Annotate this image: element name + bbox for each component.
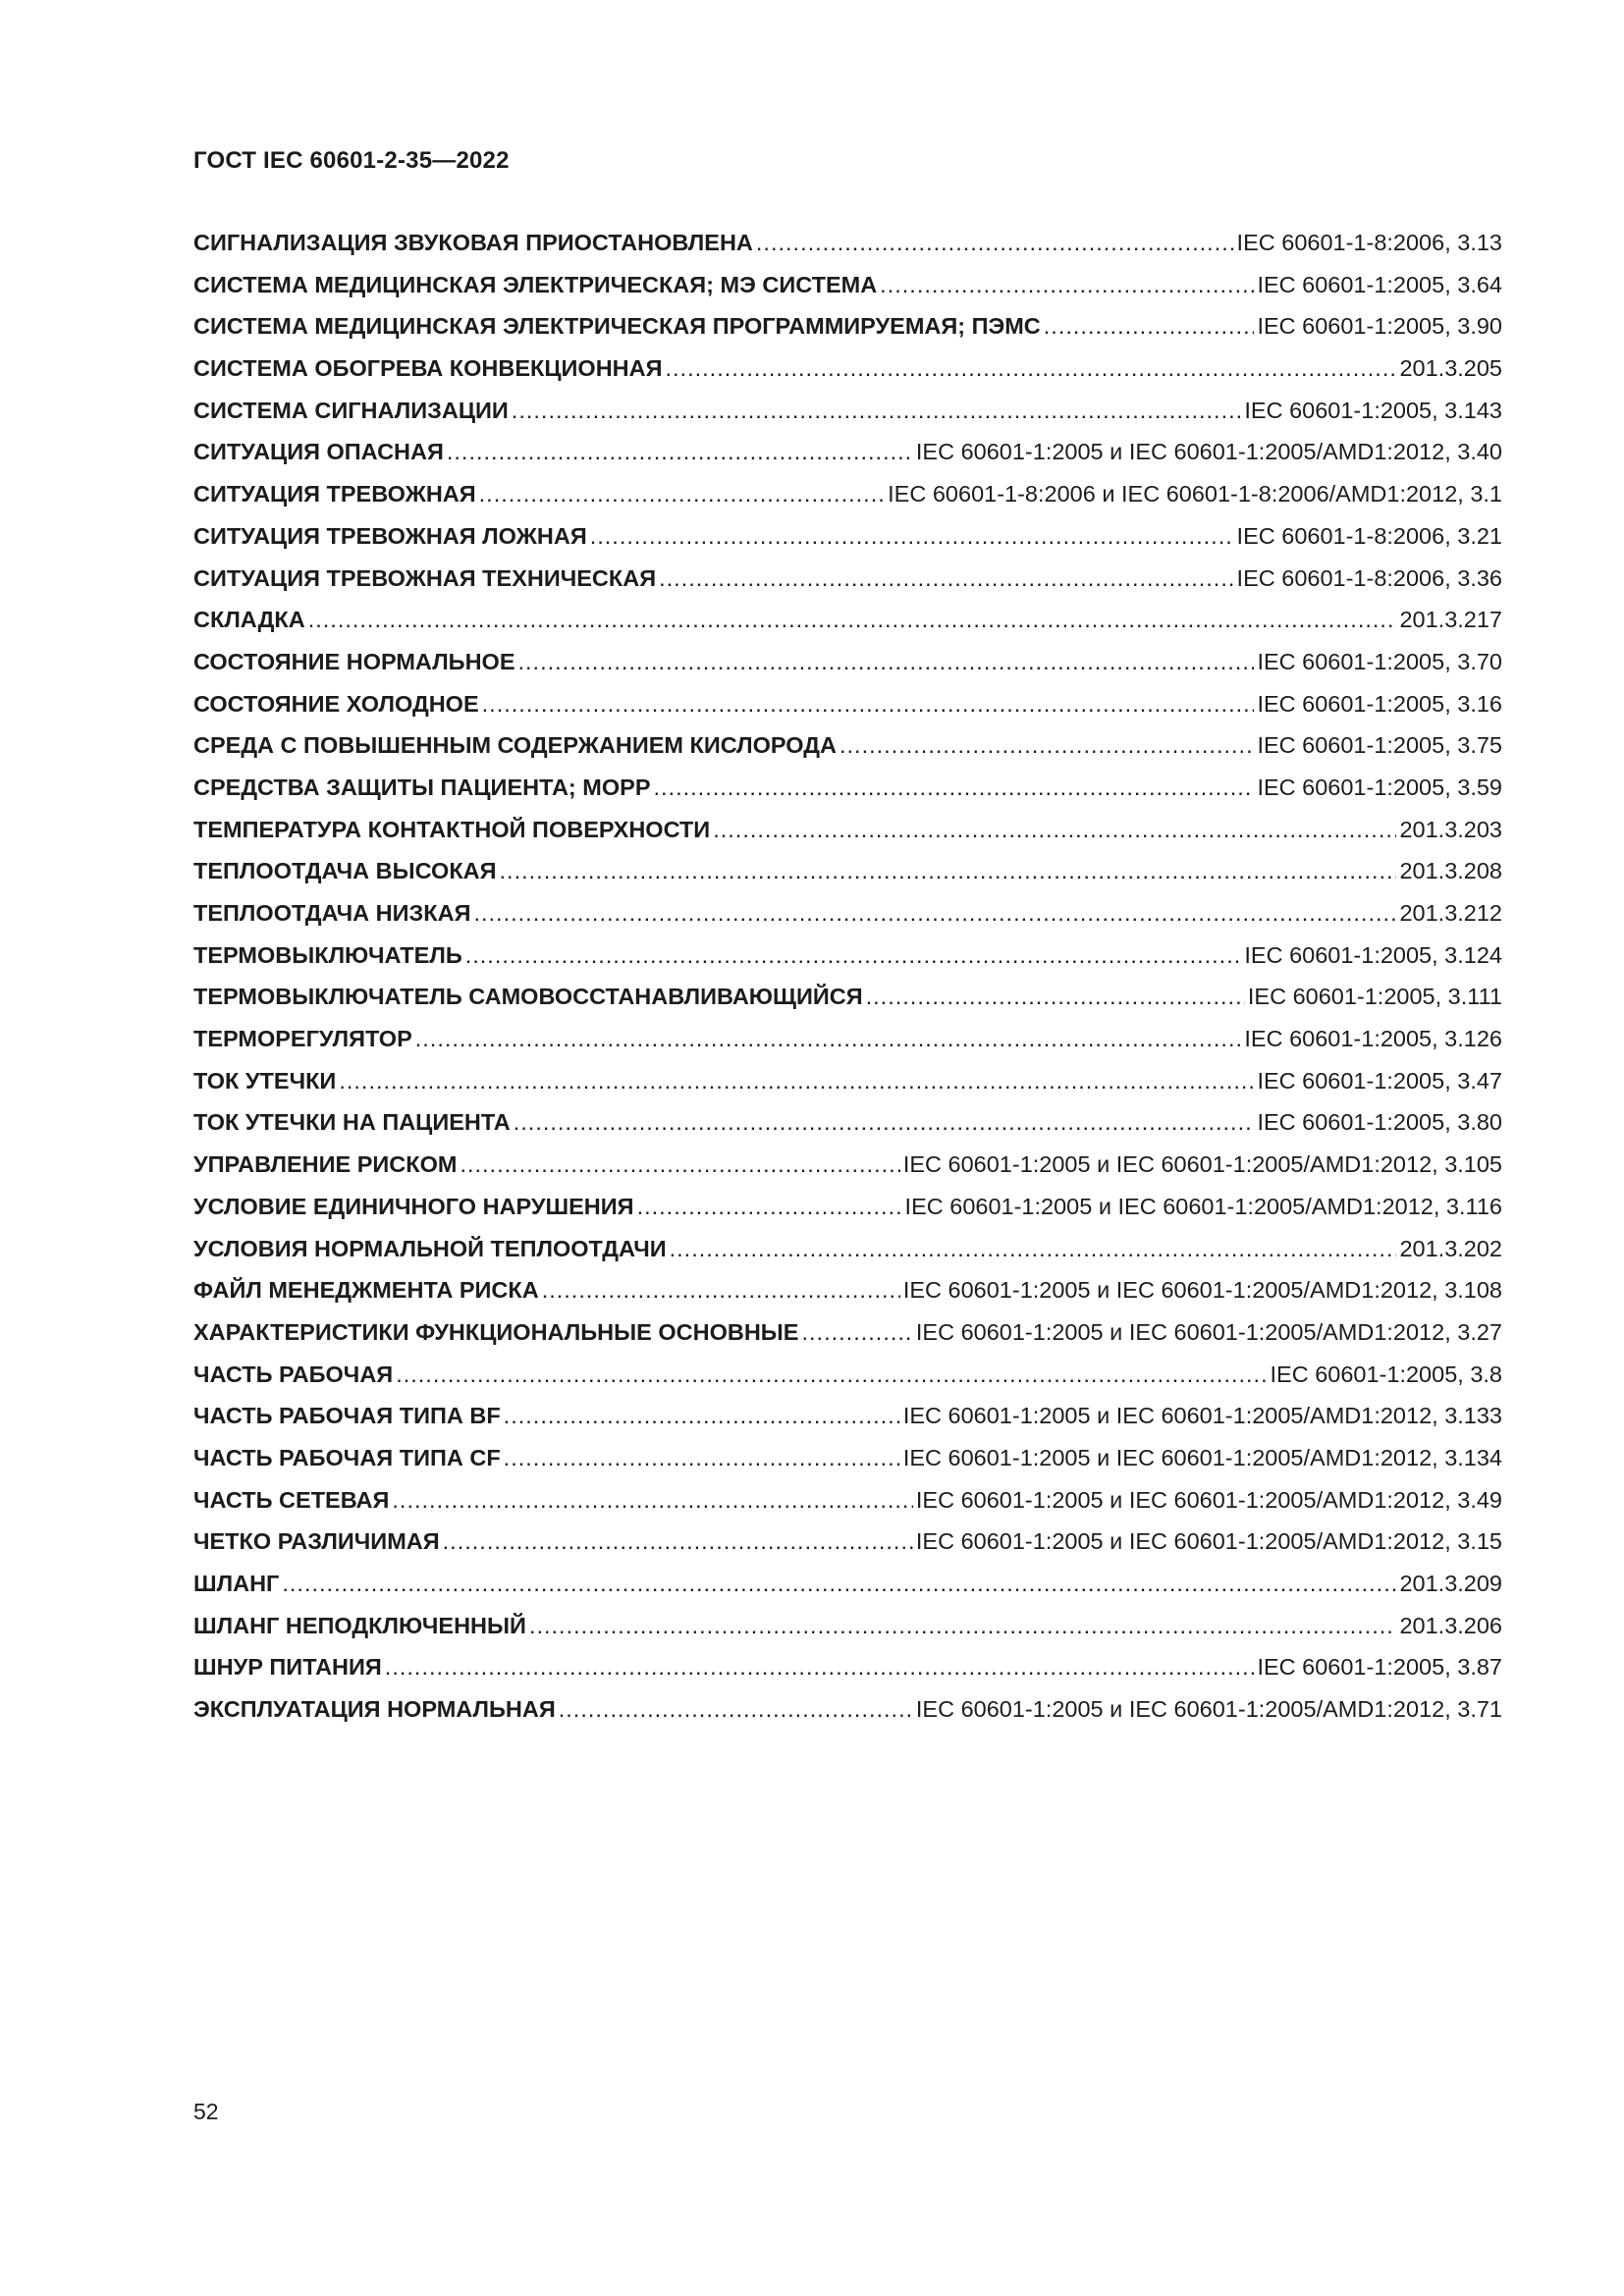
term-row	[193, 1437, 1502, 1479]
term-row	[193, 1479, 1502, 1522]
term-reference: IEC 60601-1:2005, 3.8	[1270, 1361, 1502, 1387]
term-name: СИТУАЦИЯ ТРЕВОЖНАЯ ЛОЖНАЯ	[193, 522, 587, 549]
dot-leader	[415, 1018, 1242, 1060]
term-name: СИСТЕМА МЕДИЦИНСКАЯ ЭЛЕКТРИЧЕСКАЯ; МЭ СИСТЕМА	[193, 271, 878, 297]
term-name: ЧАСТЬ СЕТЕВАЯ	[193, 1486, 390, 1513]
dot-leader	[460, 1144, 899, 1186]
dot-leader	[473, 892, 1396, 934]
term-row	[193, 390, 1502, 432]
term-name: СИСТЕМА СИГНАЛИЗАЦИИ	[193, 397, 509, 423]
term-reference: IEC 60601-1-8:2006 и IEC 60601-1-8:2006/AMD1:2012, 3.1	[888, 481, 1502, 507]
term-name: ФАЙЛ МЕНЕДЖМЕНТА РИСКА	[193, 1277, 539, 1304]
term-row	[193, 1563, 1502, 1605]
term-name: ЧЕТКО РАЗЛИЧИМАЯ	[193, 1528, 440, 1555]
term-row	[193, 1269, 1502, 1311]
term-reference: IEC 60601-1:2005, 3.70	[1257, 648, 1502, 674]
term-reference: 201.3.202	[1399, 1235, 1502, 1261]
term-reference: 201.3.203	[1399, 816, 1502, 842]
dot-leader	[542, 1269, 900, 1311]
term-name: СИСТЕМА МЕДИЦИНСКАЯ ЭЛЕКТРИЧЕСКАЯ ПРОГРАММИРУЕМАЯ; ПЭМС	[193, 313, 1041, 340]
term-name: ЧАСТЬ РАБОЧАЯ	[193, 1361, 394, 1387]
term-name: УПРАВЛЕНИЕ РИСКОМ	[193, 1151, 458, 1178]
dot-leader	[670, 1228, 1397, 1270]
document-header: ГОСТ IEC 60601-2-35—2022	[193, 147, 510, 174]
dot-leader	[443, 1521, 913, 1563]
term-name: ЧАСТЬ РАБОЧАЯ ТИПА CF	[193, 1444, 501, 1470]
term-name: ТЕПЛООТДАЧА НИЗКАЯ	[193, 900, 471, 926]
dot-leader	[559, 1688, 913, 1731]
term-reference: IEC 60601-1:2005 и IEC 60601-1:2005/AMD1:2012, 3.71	[915, 1696, 1502, 1723]
term-name: УСЛОВИЯ НОРМАЛЬНОЙ ТЕПЛООТДАЧИ	[193, 1235, 667, 1261]
term-reference: 201.3.205	[1399, 355, 1502, 382]
term-name: ЧАСТЬ РАБОЧАЯ ТИПА BF	[193, 1403, 501, 1429]
term-name: ТОК УТЕЧКИ НА ПАЦИЕНТА	[193, 1109, 511, 1136]
term-name: СКЛАДКА	[193, 607, 305, 633]
dot-leader	[880, 264, 1254, 306]
term-reference: 201.3.209	[1399, 1571, 1502, 1596]
term-reference: IEC 60601-1:2005, 3.16	[1257, 690, 1502, 717]
term-name: СИСТЕМА ОБОГРЕВА КОНВЕКЦИОННАЯ	[193, 355, 663, 382]
term-name: ТЕМПЕРАТУРА КОНТАКТНОЙ ПОВЕРХНОСТИ	[193, 816, 711, 842]
term-reference: 201.3.212	[1399, 900, 1502, 926]
dot-leader	[839, 724, 1254, 767]
term-row	[193, 1395, 1502, 1437]
term-row	[193, 1060, 1502, 1102]
dot-leader	[756, 222, 1234, 264]
term-reference: 201.3.208	[1399, 858, 1502, 884]
dot-leader	[637, 1186, 902, 1228]
term-reference: IEC 60601-1:2005, 3.80	[1257, 1109, 1502, 1136]
dot-leader	[392, 1479, 912, 1522]
term-row	[193, 641, 1502, 683]
term-reference: IEC 60601-1:2005, 3.126	[1244, 1026, 1502, 1052]
term-reference: IEC 60601-1:2005, 3.64	[1257, 271, 1502, 297]
term-name: УСЛОВИЕ ЕДИНИЧНОГО НАРУШЕНИЯ	[193, 1193, 634, 1219]
term-name: ШЛАНГ	[193, 1571, 280, 1596]
dot-leader	[482, 683, 1255, 725]
term-reference: IEC 60601-1:2005 и IEC 60601-1:2005/AMD1:2012, 3.15	[915, 1528, 1502, 1555]
term-reference: IEC 60601-1:2005 и IEC 60601-1:2005/AMD1:2012, 3.27	[915, 1318, 1502, 1345]
dot-leader	[396, 1354, 1267, 1396]
dot-leader	[529, 1605, 1397, 1647]
term-name: СРЕДСТВА ЗАЩИТЫ ПАЦИЕНТА; МОРР	[193, 774, 651, 800]
term-row	[193, 473, 1502, 515]
dot-leader	[447, 431, 913, 473]
dot-leader	[504, 1437, 900, 1479]
term-row	[193, 892, 1502, 934]
dot-leader	[282, 1563, 1396, 1605]
term-reference: IEC 60601-1:2005 и IEC 60601-1:2005/AMD1:2012, 3.116	[904, 1193, 1502, 1219]
term-row	[193, 1144, 1502, 1186]
dot-leader	[518, 641, 1255, 683]
dot-leader	[1044, 305, 1255, 347]
term-reference: IEC 60601-1:2005, 3.124	[1244, 941, 1502, 968]
term-row	[193, 222, 1502, 264]
term-reference: IEC 60601-1:2005 и IEC 60601-1:2005/AMD1:2012, 3.134	[902, 1444, 1502, 1470]
term-row	[193, 724, 1502, 767]
term-reference: IEC 60601-1:2005, 3.47	[1257, 1067, 1502, 1094]
term-row	[193, 1311, 1502, 1354]
term-row	[193, 1646, 1502, 1688]
dot-leader	[479, 473, 886, 515]
term-row	[193, 1688, 1502, 1731]
dot-leader	[514, 1101, 1255, 1144]
term-reference: IEC 60601-1:2005, 3.59	[1257, 774, 1502, 800]
dot-leader	[713, 809, 1396, 851]
term-row	[193, 1605, 1502, 1647]
term-reference: 201.3.206	[1399, 1612, 1502, 1638]
term-reference: IEC 60601-1-8:2006, 3.21	[1236, 522, 1502, 549]
dot-leader	[512, 390, 1242, 432]
term-row	[193, 1101, 1502, 1144]
term-name: СИТУАЦИЯ ТРЕВОЖНАЯ	[193, 481, 476, 507]
dot-leader	[666, 347, 1397, 390]
page-number: 52	[193, 2099, 219, 2124]
term-reference: IEC 60601-1:2005 и IEC 60601-1:2005/AMD1:2012, 3.133	[902, 1403, 1502, 1429]
term-reference: IEC 60601-1:2005, 3.143	[1244, 397, 1502, 423]
term-name: СОСТОЯНИЕ ХОЛОДНОЕ	[193, 690, 479, 717]
dot-leader	[385, 1646, 1255, 1688]
term-name: ХАРАКТЕРИСТИКИ ФУНКЦИОНАЛЬНЫЕ ОСНОВНЫЕ	[193, 1318, 799, 1345]
term-name: СИГНАЛИЗАЦИЯ ЗВУКОВАЯ ПРИОСТАНОВЛЕНА	[193, 230, 753, 255]
term-name: ШЛАНГ НЕПОДКЛЮЧЕННЫЙ	[193, 1612, 526, 1638]
term-name: СОСТОЯНИЕ НОРМАЛЬНОЕ	[193, 648, 515, 674]
term-name: ТЕРМОРЕГУЛЯТОР	[193, 1026, 412, 1052]
term-row	[193, 1521, 1502, 1563]
term-name: СИТУАЦИЯ ТРЕВОЖНАЯ ТЕХНИЧЕСКАЯ	[193, 564, 657, 591]
term-row	[193, 515, 1502, 558]
term-name: ТЕРМОВЫКЛЮЧАТЕЛЬ	[193, 941, 462, 968]
term-reference: IEC 60601-1-8:2006, 3.36	[1236, 564, 1502, 591]
term-row	[193, 934, 1502, 977]
dot-leader	[339, 1060, 1254, 1102]
term-row	[193, 558, 1502, 600]
term-row	[193, 767, 1502, 809]
term-name: ТЕПЛООТДАЧА ВЫСОКАЯ	[193, 858, 497, 884]
term-reference: IEC 60601-1:2005 и IEC 60601-1:2005/AMD1:2012, 3.105	[902, 1151, 1502, 1178]
term-row	[193, 809, 1502, 851]
term-name: ЭКСПЛУАТАЦИЯ НОРМАЛЬНАЯ	[193, 1696, 556, 1723]
term-reference: IEC 60601-1-8:2006, 3.13	[1236, 230, 1502, 255]
term-reference: IEC 60601-1:2005 и IEC 60601-1:2005/AMD1:2012, 3.49	[915, 1486, 1502, 1513]
dot-leader	[654, 767, 1255, 809]
term-reference: IEC 60601-1:2005 и IEC 60601-1:2005/AMD1:2012, 3.108	[902, 1277, 1502, 1304]
term-row	[193, 264, 1502, 306]
dot-leader	[866, 976, 1245, 1018]
term-name: ШНУР ПИТАНИЯ	[193, 1654, 382, 1681]
term-row	[193, 305, 1502, 347]
dot-leader	[802, 1311, 913, 1354]
term-reference: IEC 60601-1:2005, 3.90	[1257, 313, 1502, 340]
term-reference: 201.3.217	[1399, 607, 1502, 633]
dot-leader	[590, 515, 1234, 558]
term-row	[193, 599, 1502, 641]
term-name: ТОК УТЕЧКИ	[193, 1067, 337, 1094]
term-row	[193, 683, 1502, 725]
term-reference: IEC 60601-1:2005, 3.87	[1257, 1654, 1502, 1681]
dot-leader	[659, 558, 1233, 600]
term-row	[193, 976, 1502, 1018]
term-name: СИТУАЦИЯ ОПАСНАЯ	[193, 439, 444, 465]
dot-leader	[500, 850, 1397, 892]
term-row	[193, 1354, 1502, 1396]
dot-leader	[465, 934, 1242, 977]
term-row	[193, 1018, 1502, 1060]
term-name: СРЕДА С ПОВЫШЕННЫМ СОДЕРЖАНИЕМ КИСЛОРОДА	[193, 732, 837, 759]
term-row	[193, 431, 1502, 473]
term-reference: IEC 60601-1:2005 и IEC 60601-1:2005/AMD1:2012, 3.40	[915, 439, 1502, 465]
dot-leader	[308, 599, 1397, 641]
term-row	[193, 347, 1502, 390]
term-reference: IEC 60601-1:2005, 3.111	[1247, 984, 1502, 1010]
term-reference: IEC 60601-1:2005, 3.75	[1257, 732, 1502, 759]
dot-leader	[504, 1395, 900, 1437]
term-row	[193, 1228, 1502, 1270]
term-row	[193, 1186, 1502, 1228]
term-index-list	[193, 222, 1502, 1731]
term-row	[193, 850, 1502, 892]
term-name: ТЕРМОВЫКЛЮЧАТЕЛЬ САМОВОССТАНАВЛИВАЮЩИЙСЯ	[193, 984, 863, 1010]
